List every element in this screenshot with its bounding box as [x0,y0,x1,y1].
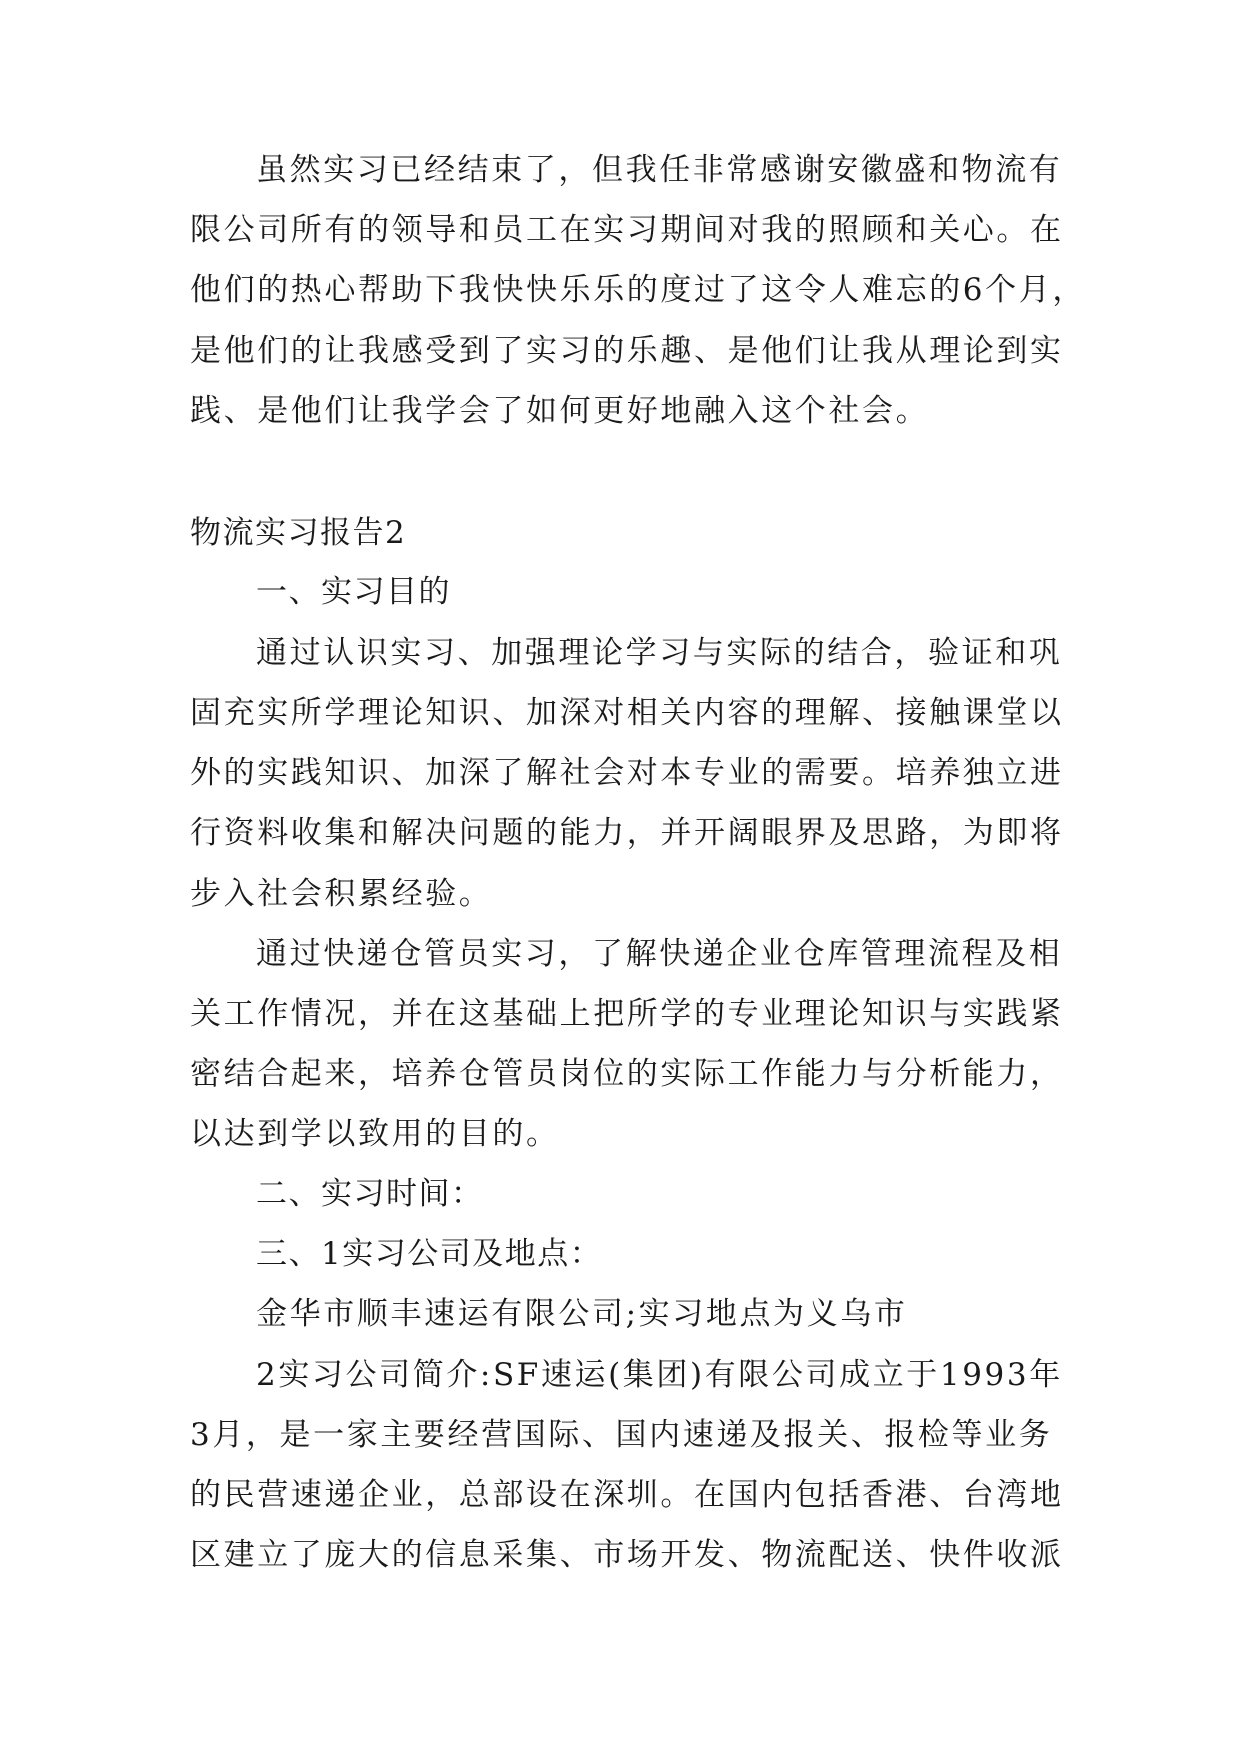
paragraph-line: 通过认识实习、加强理论学习与实际的结合，验证和巩 [256,635,1063,671]
section-heading: 二、实习时间： [256,1176,484,1212]
paragraph-line: 限公司所有的领导和员工在实习期间对我的照顾和关心。在 [190,212,1064,248]
paragraph-line: 的民营速递企业，总部设在深圳。在国内包括香港、台湾地 [190,1477,1064,1513]
paragraph-line: 密结合起来，培养仓管员岗位的实际工作能力与分析能力， [190,1056,1064,1092]
paragraph-line: 3月，是一家主要经营国际、国内速递及报关、报检等业务 [190,1417,1053,1453]
paragraph-line: 外的实践知识、加深了解社会对本专业的需要。培养独立进 [190,755,1064,791]
paragraph-line: 关工作情况，并在这基础上把所学的专业理论知识与实践紧 [190,996,1064,1032]
paragraph-line: 他们的热心帮助下我快快乐乐的度过了这令人难忘的6个月， [190,272,1086,308]
paragraph-line: 是他们的让我感受到了实习的乐趣、是他们让我从理论到实 [190,333,1064,369]
paragraph-line: 固充实所学理论知识、加深对相关内容的理解、接触课堂以 [190,695,1064,731]
paragraph-line: 2实习公司简介:SF速运(集团)有限公司成立于1993年 [256,1357,1063,1393]
paragraph-line: 以达到学以致用的目的。 [190,1116,560,1152]
paragraph-line: 践、是他们让我学会了如何更好地融入这个社会。 [190,393,930,429]
section-heading: 三、1实习公司及地点： [256,1236,603,1272]
section-heading: 一、实习目的 [256,574,451,610]
paragraph-line: 区建立了庞大的信息采集、市场开发、物流配送、快件收派 [190,1537,1064,1573]
company-location: 金华市顺丰速运有限公司;实习地点为义乌市 [256,1296,908,1332]
report-title: 物流实习报告2 [190,515,407,551]
paragraph-line: 行资料收集和解决问题的能力，并开阔眼界及思路，为即将 [190,815,1064,851]
paragraph-line: 通过快递仓管员实习，了解快递企业仓库管理流程及相 [256,936,1063,972]
paragraph-line: 虽然实习已经结束了，但我任非常感谢安徽盛和物流有 [256,152,1063,188]
paragraph-line: 步入社会积累经验。 [190,876,493,912]
